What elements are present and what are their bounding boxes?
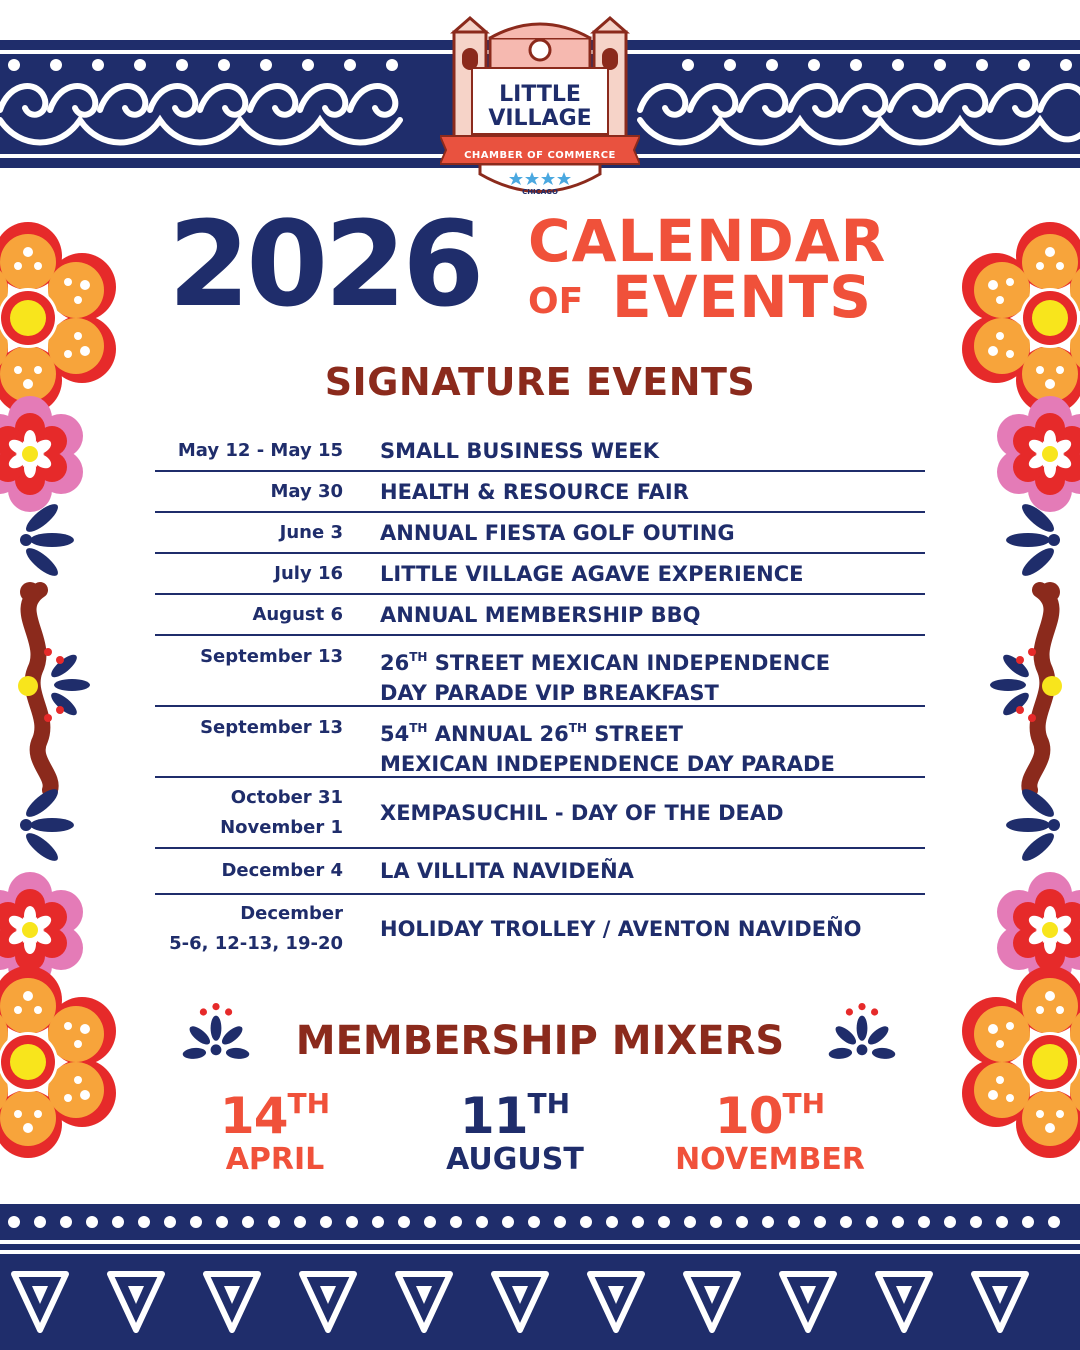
event-name: XEMPASUCHIL - DAY OF THE DEAD: [380, 800, 784, 825]
title-calendar: CALENDAR: [528, 207, 887, 275]
event-name-part: ANNUAL 26: [427, 722, 569, 746]
table-row: [155, 595, 925, 636]
event-date: May 30: [270, 480, 343, 502]
mixer-month: APRIL: [225, 1142, 325, 1177]
event-name: HEALTH & RESOURCE FAIR: [380, 479, 689, 504]
table-row: [155, 849, 925, 895]
events-table: [155, 432, 925, 963]
event-date: September 13: [200, 646, 343, 667]
membership-mixers-heading: MEMBERSHIP MIXERS: [295, 1018, 785, 1064]
event-date-line2: 5-6, 12-13, 19-20: [169, 933, 343, 954]
event-name: ANNUAL FIESTA GOLF OUTING: [380, 520, 735, 545]
mixer-day-suffix: TH: [287, 1087, 331, 1120]
ordinal-suffix: TH: [568, 721, 587, 735]
event-name: LITTLE VILLAGE AGAVE EXPERIENCE: [380, 561, 804, 586]
table-row: [155, 895, 925, 963]
event-date: May 12 - May 15: [177, 440, 343, 461]
event-date: December 4: [221, 860, 343, 881]
event-name: [380, 713, 925, 779]
mixer-date-november: [650, 1087, 890, 1177]
mixer-day: 11: [459, 1087, 528, 1145]
chamber-logo: [440, 14, 640, 194]
mixer-month: NOVEMBER: [675, 1142, 865, 1177]
ordinal-suffix: TH: [409, 721, 428, 735]
event-name-part: 54: [380, 722, 410, 746]
event-name: SMALL BUSINESS WEEK: [380, 439, 660, 463]
event-name-part: STREET: [587, 722, 683, 746]
event-date: [155, 783, 343, 843]
title-events: EVENTS: [612, 263, 873, 331]
event-date-line2: November 1: [220, 816, 343, 838]
event-name-line2: MEXICAN INDEPENDENCE DAY PARADE: [380, 752, 835, 776]
event-date: [155, 899, 343, 959]
event-date: September 13: [200, 717, 343, 738]
table-row: [155, 707, 925, 778]
event-name: [380, 642, 925, 708]
table-row: [155, 432, 925, 472]
table-row: [155, 513, 925, 554]
mixer-day: 14: [219, 1087, 288, 1145]
event-name: LA VILLITA NAVIDEÑA: [380, 859, 634, 883]
event-name-line2: DAY PARADE VIP BREAKFAST: [380, 681, 719, 705]
mixer-day: 10: [714, 1087, 783, 1145]
mixer-day-suffix: TH: [527, 1087, 571, 1120]
mixer-month: AUGUST: [446, 1142, 584, 1177]
mixer-day-suffix: TH: [782, 1087, 826, 1120]
logo-title-line2: VILLAGE: [488, 106, 592, 131]
title-year: 2026: [168, 195, 481, 333]
logo-city-text: CHICAGO: [522, 188, 558, 196]
event-name: ANNUAL MEMBERSHIP BBQ: [380, 602, 701, 627]
event-date: June 3: [279, 521, 343, 543]
event-name-part: 26: [380, 651, 410, 675]
event-date: July 16: [274, 562, 343, 584]
logo-ribbon-text: CHAMBER OF COMMERCE: [464, 150, 616, 161]
table-row: [155, 554, 925, 595]
ordinal-suffix: TH: [409, 650, 428, 664]
event-name: HOLIDAY TROLLEY / AVENTON NAVIDEÑO: [380, 917, 862, 941]
event-date-line1: October 31: [230, 786, 343, 808]
title-of: OF: [528, 281, 584, 322]
event-date: August 6: [252, 603, 343, 625]
mixer-date-april: [180, 1087, 370, 1177]
mixer-date-august: [420, 1087, 610, 1177]
event-date-line1: December: [240, 903, 343, 924]
event-name-part: STREET MEXICAN INDEPENDENCE: [427, 651, 831, 675]
table-row: [155, 472, 925, 513]
table-row: [155, 778, 925, 849]
logo-title-line1: LITTLE: [499, 82, 581, 107]
bottom-triangle-border: [0, 1204, 1080, 1350]
table-row: [155, 636, 925, 707]
signature-events-heading: SIGNATURE EVENTS: [324, 360, 756, 404]
